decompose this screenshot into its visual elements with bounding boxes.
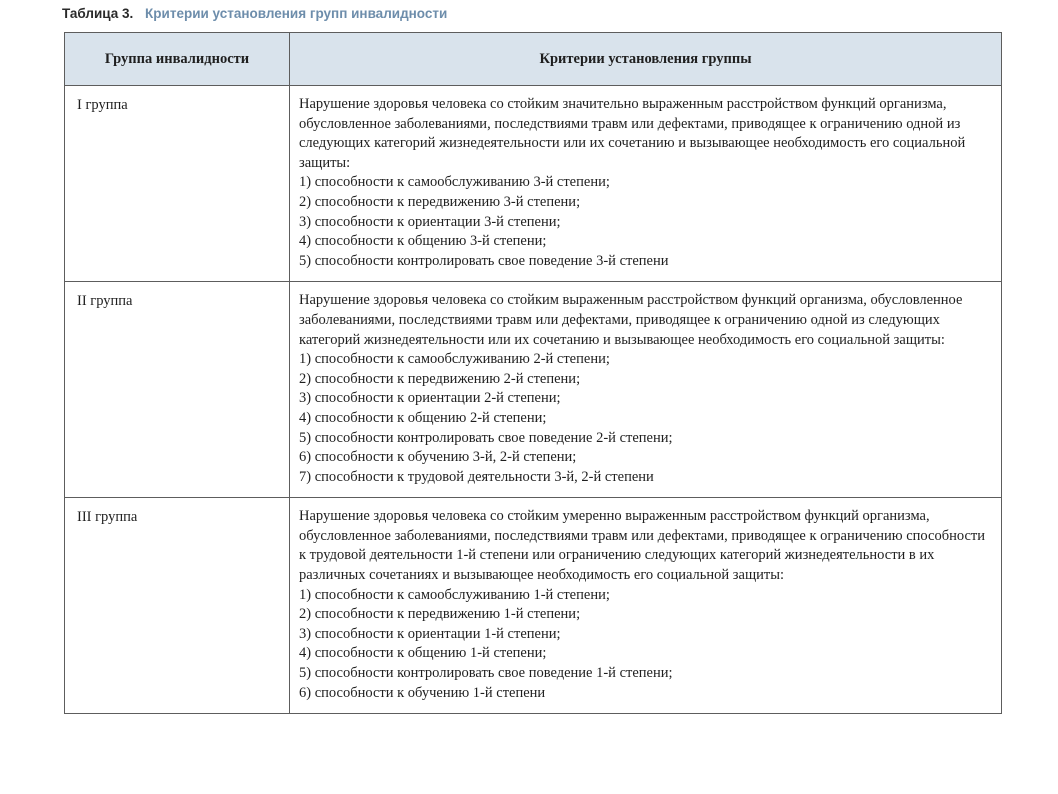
- criteria-list: [299, 350, 993, 487]
- criteria-item: 3) способности к ориентации 2-й степени;: [299, 390, 561, 407]
- header-criteria: Критерии установления группы: [290, 33, 1002, 86]
- criteria-cell: [290, 282, 1002, 498]
- caption-title: Критерии установления групп инвалидности: [145, 6, 448, 21]
- criteria-item: 4) способности к общению 1-й степени;: [299, 645, 547, 662]
- criteria-item: 6) способности к обучению 3-й, 2-й степени;: [299, 449, 577, 466]
- criteria-item: 1) способности к самообслуживанию 3-й степени;: [299, 174, 610, 191]
- criteria-list: [299, 173, 993, 271]
- table-row-group-2: [65, 282, 1002, 498]
- criteria-list: [299, 586, 993, 704]
- criteria-item: 1) способности к самообслуживанию 1-й степени;: [299, 586, 610, 603]
- criteria-item: 5) способности контролировать свое поведение 3-й степени: [299, 252, 669, 269]
- group-cell: II группа: [65, 282, 290, 498]
- criteria-cell: [290, 86, 1002, 282]
- criteria-item: 3) способности к ориентации 1-й степени;: [299, 625, 561, 642]
- table-row-group-3: [65, 498, 1002, 714]
- criteria-item: 6) способности к обучению 1-й степени: [299, 684, 546, 701]
- table-header-row: [65, 33, 1002, 86]
- criteria-item: 5) способности контролировать свое поведение 1-й степени;: [299, 665, 673, 682]
- criteria-item: 2) способности к передвижению 2-й степени;: [299, 370, 581, 387]
- criteria-item: 1) способности к самообслуживанию 2-й степени;: [299, 351, 610, 368]
- group-cell: III группа: [65, 498, 290, 714]
- criteria-item: 7) способности к трудовой деятельности 3-й, 2-й степени: [299, 468, 654, 485]
- table-caption: [62, 6, 447, 21]
- criteria-description: Нарушение здоровья человека со стойким выраженным расстройством функций организма, обусловленное заболеваниями, последствиями травм или дефектами, приводящее к ограничению одной из следующих категорий жизнедеятельности или их сочетанию и вызывающее необходимость его социальной защиты:: [299, 292, 963, 348]
- criteria-item: 5) способности контролировать свое поведение 2-й степени;: [299, 429, 673, 446]
- criteria-description: Нарушение здоровья человека со стойким умеренно выраженным расстройством функций организма, обусловленное заболеваниями, последствиями травм или дефектами, приводящее к ограничению способности к трудовой деятельности 1-й степени или ограничению следующих категорий жизнедеятельности в их различных сочетаниях и вызывающее необходимость его социальной защиты:: [299, 508, 985, 584]
- group-cell: I группа: [65, 86, 290, 282]
- header-group: Группа инвалидности: [65, 33, 290, 86]
- criteria-cell: [290, 498, 1002, 714]
- criteria-description: Нарушение здоровья человека со стойким значительно выраженным расстройством функций организма, обусловленное заболеваниями, последствиями травм или дефектами, приводящее к ограничению одной из следующих категорий жизнедеятельности или их сочетанию и вызывающее необходимость его социальной защиты:: [299, 96, 966, 171]
- criteria-item: 4) способности к общению 3-й степени;: [299, 233, 547, 250]
- criteria-item: 2) способности к передвижению 1-й степени;: [299, 606, 581, 623]
- criteria-item: 3) способности к ориентации 3-й степени;: [299, 213, 561, 230]
- table-row-group-1: [65, 86, 1002, 282]
- disability-criteria-table: [64, 32, 1002, 714]
- criteria-item: 2) способности к передвижению 3-й степени;: [299, 193, 581, 210]
- criteria-item: 4) способности к общению 2-й степени;: [299, 409, 547, 426]
- caption-label: Таблица 3.: [62, 6, 134, 21]
